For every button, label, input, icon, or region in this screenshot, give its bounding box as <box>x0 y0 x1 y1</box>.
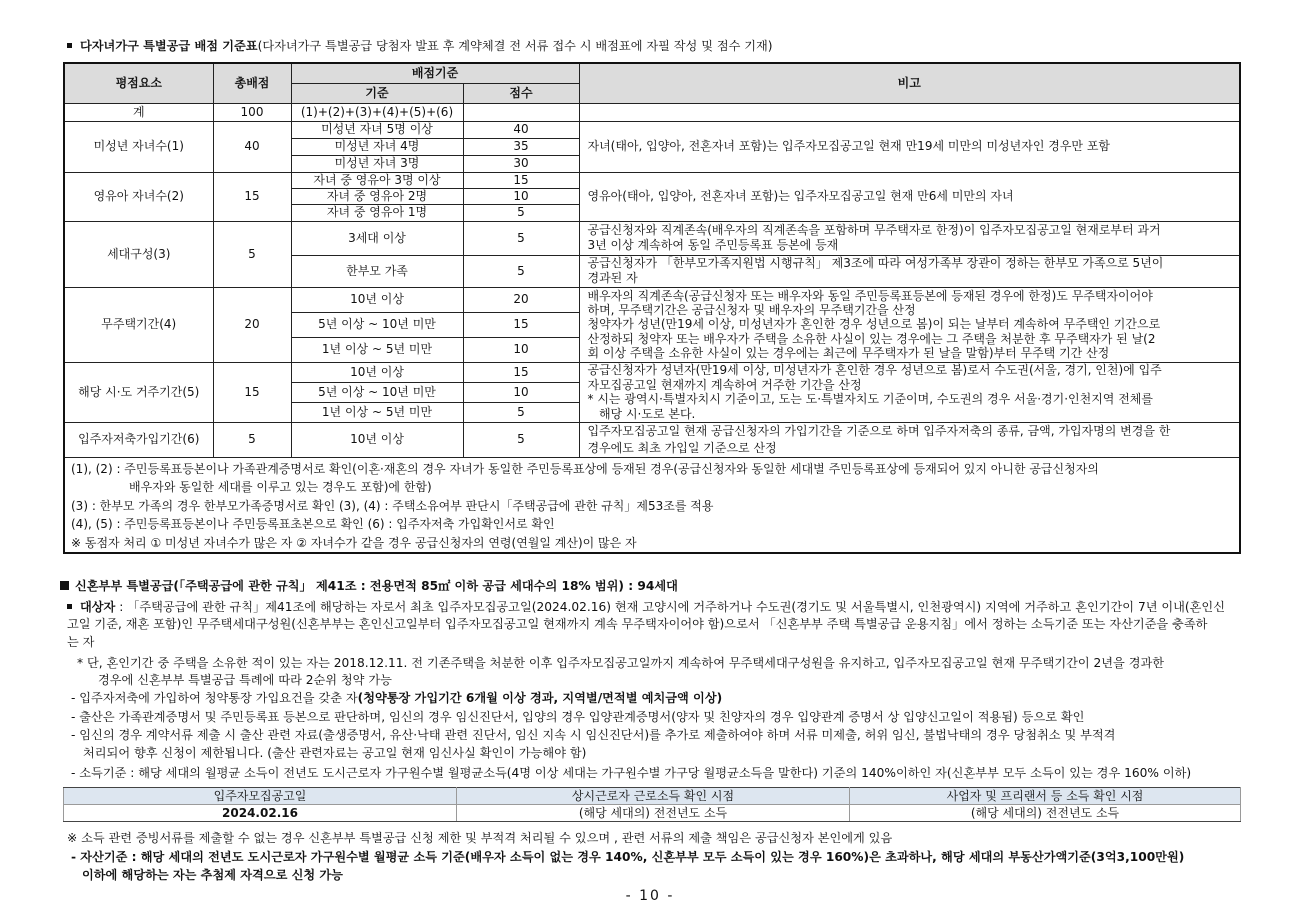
minor-criteria: 미성년 자녀 5명 이상 <box>291 121 463 138</box>
income-business-value: (해당 세대의) 전전년도 소득 <box>850 805 1241 822</box>
page-number: - 10 - <box>625 888 675 904</box>
homeless-points: 15 <box>463 312 579 337</box>
header-criteria-group: 배점기준 <box>291 63 579 83</box>
infant-criteria: 자녀 중 영유아 2명 <box>291 188 463 204</box>
homeless-note: 배우자의 직계존속(공급신청자 또는 배우자와 동일 주민등록표등본에 등재된 경우에 한정)도 무주택자이어야 하며, 무주택기간은 공급신청자 및 배우자의 무주택기간을 산정 청약자가 성년(만19세 이상, 미성년자가 혼인한 경우 성년으로 봄)이 되는 날부터 계속하여 무주택인 기간으로 산정하되 청약자 또는 배우자가 주택을 소유한 사실이 있는 경우에는 그 주택을 처분한 후 무주택자가 된 날(2 회 이상 주택을 소유한 사실이 있는 경우에는 최근에 무주택자가 된 날을 말함)부터 무주택 기간 산정 <box>579 287 1240 362</box>
pregnancy-requirement-line: 처리되어 향후 신청이 제한됩니다. (출산 관련자료는 공고일 현재 임신사실 확인이 가능해야 함) <box>83 746 587 760</box>
score-criteria-table <box>63 62 1241 554</box>
sum-note <box>579 103 1240 121</box>
income-employee-value: (해당 세대의) 전전년도 소득 <box>457 805 850 822</box>
header-criteria: 기준 <box>291 83 463 103</box>
minor-points: 30 <box>463 155 579 172</box>
infant-points: 5 <box>463 204 579 221</box>
minor-points: 40 <box>463 121 579 138</box>
residence-criteria: 5년 이상 ~ 10년 미만 <box>291 382 463 402</box>
footnote: (1), (2) : 주민등록표등본이나 가족관계증명서로 확인(이혼·재혼의 경우 자녀가 동일한 주민등록표상에 등재된 경우(공급신청자와 동일한 세대별 주민등록표상에 등재되어 있지 아니한 공급신청자의 <box>71 461 1099 476</box>
footnote: ※ 동점자 처리 ① 미성년 자녀수가 많은 자 ② 자녀수가 같을 경우 공급신청자의 연령(연월일 계산)이 많은 자 <box>71 535 637 550</box>
income-header-announce: 입주자모집공고일 <box>64 788 457 805</box>
savings-label: 입주자저축가입기간(6) <box>64 422 213 457</box>
exception-note-line: 경우에 신혼부부 특별공급 특례에 따라 2순위 청약 가능 <box>98 673 392 687</box>
infant-criteria: 자녀 중 영유아 3명 이상 <box>291 172 463 188</box>
household-criteria: 한부모 가족 <box>291 255 463 287</box>
bullet-square-icon <box>67 604 72 609</box>
residence-criteria: 10년 이상 <box>291 362 463 382</box>
asset-criteria: - 자산기준 : 해당 세대의 전년도 도시근로자 가구원수별 월평균 소득 기준(배우자 소득이 없는 경우 140%, 신혼부부 모두 소득이 있는 경우 160%)은 초과하나, 해당 세대의 부동산가액기준(3억3,100만원) <box>71 850 1185 864</box>
income-check-table <box>63 787 1241 822</box>
footnote: (4), (5) : 주민등록표등본이나 주민등록표초본으로 확인 (6) : 입주자저축 가입확인서로 확인 <box>71 517 555 532</box>
infant-note: 영유아(태아, 입양아, 전혼자녀 포함)는 입주자모집공고일 현재 만6세 미만의 자녀 <box>579 172 1240 221</box>
bullet-square-icon <box>67 43 72 48</box>
income-criteria: - 소득기준 : 해당 세대의 월평균 소득이 전년도 도시근로자 가구원수별 월평균소득(4명 이상 세대는 가구원수별 가구당 월평균소득을 말한다) 기준의 140%이하인 자(신혼부부 모두 소득이 있는 경우 160% 이하) <box>71 766 1192 780</box>
homeless-points: 20 <box>463 287 579 312</box>
bullet-square-icon <box>60 581 69 590</box>
pregnancy-requirement: - 임신의 경우 계약서류 제출 시 출산 관련 자료(출생증명서, 유산·낙태 관련 진단서, 임신 지속 시 임신진단서)를 추가로 제출하여야 하며 서류 미제출, 허위 임신, 불법낙태의 경우 당첨취소 및 부적격 <box>71 728 1116 742</box>
target-paragraph-line: 는 자 <box>67 635 95 649</box>
homeless-criteria: 1년 이상 ~ 5년 미만 <box>291 337 463 362</box>
sum-total: 100 <box>213 103 291 121</box>
minor-label: 미성년 자녀수(1) <box>64 121 213 172</box>
asset-criteria-line: 이하에 해당하는 자는 추첨제 자격으로 신청 가능 <box>82 868 343 882</box>
infant-criteria: 자녀 중 영유아 1명 <box>291 204 463 221</box>
minor-points: 35 <box>463 138 579 155</box>
income-header-business: 사업자 및 프리랜서 등 소득 확인 시점 <box>850 788 1241 805</box>
target-paragraph: 대상자 : 「주택공급에 관한 규칙」제41조에 해당하는 자로서 최초 입주자모집공고일(2024.02.16) 현재 고양시에 거주하거나 수도권(경기도 및 서울특별시, 인천광역시) 지역에 거주하고 혼인기간이 7년 이내(혼인신 <box>67 598 1225 615</box>
household-total: 5 <box>213 221 291 287</box>
footnote: 배우자와 동일한 세대를 이루고 있는 경우도 포함)에 한함) <box>129 480 432 495</box>
residence-label: 해당 시·도 거주기간(5) <box>64 362 213 422</box>
sum-label: 계 <box>64 103 213 121</box>
savings-total: 5 <box>213 422 291 457</box>
household-points: 5 <box>463 221 579 255</box>
header-total: 총배점 <box>213 63 291 103</box>
household-points: 5 <box>463 255 579 287</box>
minor-criteria: 미성년 자녀 4명 <box>291 138 463 155</box>
income-header-employee: 상시근로자 근로소득 확인 시점 <box>457 788 850 805</box>
residence-note: 공급신청자가 성년자(만19세 이상, 미성년자가 혼인한 경우 성년으로 봄)로서 수도권(서울, 경기, 인천)에 입주 자모집공고일 현재까지 계속하여 거주한 기간을 산정 * 시는 광역시·특별자치시 기준이고, 도는 도·특별자치도 기준이며, 수도권의 경우 서울·경기·인천지역 전체를 해당 시·도로 본다. <box>579 362 1240 422</box>
household-label: 세대구성(3) <box>64 221 213 287</box>
sum-points <box>463 103 579 121</box>
section-newlywed-title: 신혼부부 특별공급(「주택공급에 관한 규칙」 제41조 : 전용면적 85㎡ 이하 공급 세대수의 18% 범위) : 94세대 <box>60 577 678 594</box>
homeless-label: 무주택기간(4) <box>64 287 213 362</box>
savings-note: 입주자모집공고일 현재 공급신청자의 가입기간을 기준으로 하며 입주자저축의 종류, 금액, 가입자명의 변경을 한 경우에도 최초 가입일 기준으로 산정 <box>579 422 1240 457</box>
minor-criteria: 미성년 자녀 3명 <box>291 155 463 172</box>
household-note: 공급신청자가 「한부모가족지원법 시행규칙」 제3조에 따라 여성가족부 장관이 정하는 한부모 가족으로 5년이 경과된 자 <box>579 255 1240 287</box>
homeless-criteria: 5년 이상 ~ 10년 미만 <box>291 312 463 337</box>
header-factor: 평점요소 <box>64 63 213 103</box>
residence-total: 15 <box>213 362 291 422</box>
residence-points: 5 <box>463 402 579 422</box>
savings-criteria: 10년 이상 <box>291 422 463 457</box>
birth-requirement: - 출산은 가족관계증명서 및 주민등록표 등본으로 판단하며, 임신의 경우 임신진단서, 입양의 경우 입양관계증명서(양자 및 친양자의 경우 입양관계 증명서 상 입양신고일이 적용됨) 등으로 확인 <box>71 710 1085 724</box>
minor-total: 40 <box>213 121 291 172</box>
income-proof-note: ※ 소득 관련 증빙서류를 제출할 수 없는 경우 신혼부부 특별공급 신청 제한 및 부적격 처리될 수 있으며 , 관련 서류의 제출 책임은 공급신청자 본인에게 있음 <box>67 831 893 845</box>
homeless-criteria: 10년 이상 <box>291 287 463 312</box>
savings-points: 5 <box>463 422 579 457</box>
header-points: 점수 <box>463 83 579 103</box>
minor-note: 자녀(태아, 입양아, 전혼자녀 포함)는 입주자모집공고일 현재 만19세 미만의 미성년자인 경우만 포함 <box>579 121 1240 172</box>
infant-label: 영유아 자녀수(2) <box>64 172 213 221</box>
exception-note: * 단, 혼인기간 중 주택을 소유한 적이 있는 자는 2018.12.11. 전 기존주택을 처분한 이후 입주자모집공고일까지 계속하여 무주택세대구성원을 유지하고, 입주자모집공고일 현재 무주택기간이 2년을 경과한 <box>77 656 1165 670</box>
header-note: 비고 <box>579 63 1240 103</box>
residence-points: 10 <box>463 382 579 402</box>
section-multichild-title: 다자녀가구 특별공급 배점 기준표(다자녀가구 특별공급 당첨자 발표 후 계약체결 전 서류 접수 시 배점표에 자필 작성 및 점수 기재) <box>67 37 773 54</box>
footnote: (3) : 한부모 가족의 경우 한부모가족증명서로 확인 (3), (4) : 주택소유여부 판단시「주택공급에 관한 규칙」제53조를 적용 <box>71 498 714 513</box>
infant-points: 15 <box>463 172 579 188</box>
residence-criteria: 1년 이상 ~ 5년 미만 <box>291 402 463 422</box>
target-paragraph-line: 고일 기준, 재혼 포함)인 무주택세대구성원(신혼부부는 혼인신고일부터 입주자모집공고일 현재까지 계속 무주택자이어야 함)으로서 「신혼부부 주택 특별공급 운용지침」에서 정하는 소득기준 또는 자산기준을 충족하 <box>67 617 1208 631</box>
sum-criteria: (1)+(2)+(3)+(4)+(5)+(6) <box>291 103 463 121</box>
household-note: 공급신청자와 직계존속(배우자의 직계존속을 포함하며 무주택자로 한정)이 입주자모집공고일 현재로부터 과거 3년 이상 계속하여 동일 주민등록표 등본에 등재 <box>579 221 1240 255</box>
homeless-points: 10 <box>463 337 579 362</box>
infant-total: 15 <box>213 172 291 221</box>
infant-points: 10 <box>463 188 579 204</box>
residence-points: 15 <box>463 362 579 382</box>
homeless-total: 20 <box>213 287 291 362</box>
savings-requirement: - 입주자저축에 가입하여 청약통장 가입요건을 갖춘 자(청약통장 가입기간 6개월 이상 경과, 지역별/면적별 예치금액 이상) <box>71 691 723 705</box>
table-footnotes <box>64 457 1240 553</box>
income-announce-date: 2024.02.16 <box>64 805 457 822</box>
household-criteria: 3세대 이상 <box>291 221 463 255</box>
